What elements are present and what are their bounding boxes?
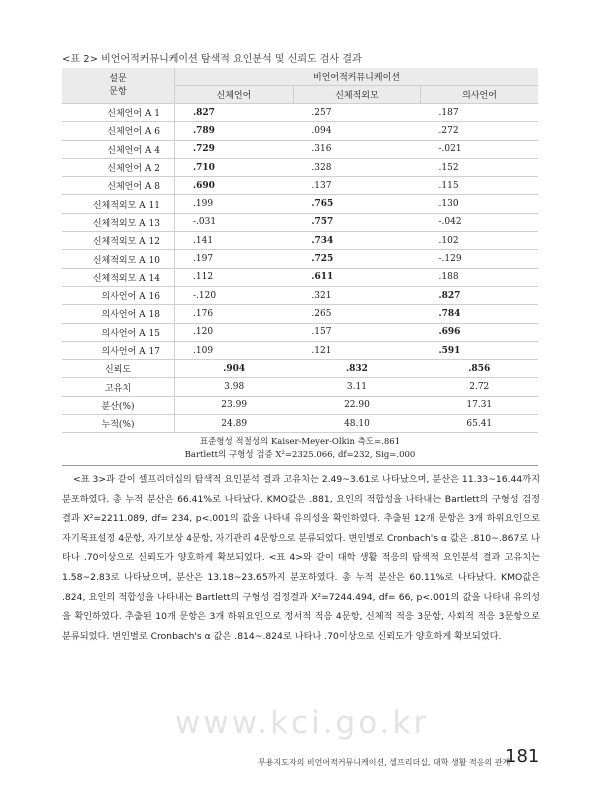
loading-cell: .827: [175, 104, 294, 122]
loading-cell: .710: [175, 158, 294, 176]
summary-cell: .856: [421, 360, 538, 378]
row-item-label: 신체언어 A 6: [62, 122, 175, 140]
row-item-label: 신체적외모 A 13: [62, 213, 175, 231]
loading-cell: .827: [421, 286, 538, 304]
row-item-label: 의사언어 A 17: [62, 341, 175, 359]
loading-cell: -.042: [421, 213, 538, 231]
table-note: [62, 433, 538, 466]
loading-cell: .725: [293, 250, 420, 268]
loading-cell: -.120: [175, 286, 294, 304]
loading-cell: .121: [293, 341, 420, 359]
loading-cell: .187: [421, 104, 538, 122]
loading-cell: .141: [175, 232, 294, 250]
loading-cell: .696: [421, 323, 538, 341]
row-item-label: 신체언어 A 4: [62, 140, 175, 158]
table-row: [62, 250, 538, 268]
running-footer-title: 무용지도자의 비언어적커뮤니케이션, 셀프리더십, 대학 생활 적응의 관계: [258, 758, 511, 767]
loading-cell: .265: [293, 305, 420, 323]
summary-cell: 2.72: [421, 378, 538, 396]
table-note-row: [62, 433, 538, 466]
table-row: [62, 140, 538, 158]
loading-cell: .757: [293, 213, 420, 231]
loading-cell: .765: [293, 195, 420, 213]
loading-cell: .176: [175, 305, 294, 323]
table-row: [62, 341, 538, 359]
summary-row: [62, 378, 538, 396]
group-header: 비언어적커뮤니케이션: [175, 68, 539, 86]
table-row: [62, 158, 538, 176]
table-row: [62, 268, 538, 286]
loading-cell: .094: [293, 122, 420, 140]
row-item-label: 신체적외모 A 12: [62, 232, 175, 250]
page-number: 181: [505, 746, 540, 767]
table-header-row: [62, 68, 538, 86]
table-caption: <표 2> 비언어적커뮤니케이션 탐색적 요인분석 및 신뢰도 검사 결과: [62, 54, 362, 65]
row-item-label: 신체언어 A 1: [62, 104, 175, 122]
summary-cell: 23.99: [175, 396, 294, 414]
summary-label: 분산(%): [62, 396, 175, 414]
loading-cell: -.021: [421, 140, 538, 158]
table-row: [62, 323, 538, 341]
summary-cell: .832: [293, 360, 420, 378]
body-text: [62, 470, 540, 646]
loading-cell: .115: [421, 177, 538, 195]
column-header-body-language: 신체언어: [175, 86, 294, 104]
summary-label: 누적(%): [62, 415, 175, 433]
loading-cell: .784: [421, 305, 538, 323]
table-row: [62, 104, 538, 122]
summary-cell: 3.98: [175, 378, 294, 396]
loading-cell: .257: [293, 104, 420, 122]
loading-cell: .272: [421, 122, 538, 140]
column-header-paralanguage: 의사언어: [421, 86, 538, 104]
summary-row: [62, 360, 538, 378]
row-item-label: 의사언어 A 16: [62, 286, 175, 304]
loading-cell: .157: [293, 323, 420, 341]
table-row: [62, 213, 538, 231]
loading-cell: .197: [175, 250, 294, 268]
loading-cell: .130: [421, 195, 538, 213]
corner-label-2: 문항: [109, 86, 127, 97]
summary-label: 고유치: [62, 378, 175, 396]
loading-cell: .109: [175, 341, 294, 359]
loading-cell: .328: [293, 158, 420, 176]
summary-cell: .904: [175, 360, 294, 378]
summary-cell: 22.90: [293, 396, 420, 414]
summary-label: 신뢰도: [62, 360, 175, 378]
row-item-label: 신체언어 A 8: [62, 177, 175, 195]
loading-cell: .321: [293, 286, 420, 304]
loading-cell: .611: [293, 268, 420, 286]
loading-cell: .690: [175, 177, 294, 195]
summary-row: [62, 415, 538, 433]
loading-cell: .120: [175, 323, 294, 341]
loading-cell: .152: [421, 158, 538, 176]
loading-cell: -.129: [421, 250, 538, 268]
table-row: [62, 286, 538, 304]
loading-cell: .789: [175, 122, 294, 140]
summary-cell: 17.31: [421, 396, 538, 414]
row-item-label: 신체적외모 A 11: [62, 195, 175, 213]
loading-cell: .137: [293, 177, 420, 195]
table-row: [62, 122, 538, 140]
table-row: [62, 195, 538, 213]
table-row: [62, 305, 538, 323]
note-bartlett: Bartlett의 구형성 검증 X²=2325.066, df=232, Sig=.000: [184, 450, 416, 461]
table-row: [62, 232, 538, 250]
loading-cell: .188: [421, 268, 538, 286]
loading-cell: -.031: [175, 213, 294, 231]
loading-cell: .102: [421, 232, 538, 250]
row-item-label: 의사언어 A 18: [62, 305, 175, 323]
table-row: [62, 177, 538, 195]
corner-label-1: 설문: [109, 73, 127, 84]
note-kmo: 표준형성 적절성의 Kaiser-Meyer-Olkin 측도=.861: [199, 437, 401, 448]
loading-cell: .734: [293, 232, 420, 250]
summary-cell: 48.10: [293, 415, 420, 433]
column-header-physical-appearance: 신체적외모: [293, 86, 420, 104]
loading-cell: .316: [293, 140, 420, 158]
row-item-label: 의사언어 A 15: [62, 323, 175, 341]
loading-cell: .591: [421, 341, 538, 359]
corner-header-cell: [62, 68, 175, 104]
summary-row: [62, 396, 538, 414]
loading-cell: .729: [175, 140, 294, 158]
row-item-label: 신체적외모 A 10: [62, 250, 175, 268]
row-item-label: 신체적외모 A 14: [62, 268, 175, 286]
watermark: www.kci.go.kr: [175, 705, 430, 741]
factor-analysis-table: [62, 68, 538, 466]
summary-cell: 65.41: [421, 415, 538, 433]
summary-cell: 3.11: [293, 378, 420, 396]
body-paragraph: <표 3>과 같이 셀프리더십의 탐색적 요인분석 결과 고유치는 2.49~3.61로 나타났으며, 분산은 11.33~16.44까지 분포하였다. 총 누적 분산은 66.41%로 나타났다. KMO값은 .881, 요인의 적합성을 나타내는 Bartlett의 구형성 검정 결과 X²=2211.089, df= 234, p<.001의 값을 나타내 유의성을 확인하였다. 추출된 12개 문항은 3개 하위요인으로 자기목표설정 4문항, 자기보상 4문항, 자기관리 4문항으로 분류되었다. 변인별로 Cronbach's α 값은 .810~.867로 나타나 .70이상으로 신뢰도가 양호하게 확보되었다. <표 4>와 같이 대학 생활 적응의 탐색적 요인분석 결과 고유치는 1.58~2.83로 나타났으며, 분산은 13.18~23.65까지 분포하였다. 총 누적 분산은 60.11%로 나타났다. KMO값은 .824, 요인의 적합성을 나타내는 Bartlett의 구형성 검정결과 X²=7244.494, df= 66, p<.001의 값을 나타내 유의성을 확인하였다. 추출된 10개 문항은 3개 하위요인으로 정서적 적응 4문항, 신체적 적응 3문항, 사회적 적응 3문항으로 분류되었다. 변인별로 Cronbach's α 값은 .814~.824로 나타나 .70이상으로 신뢰도가 양호하게 확보되었다.: [62, 474, 540, 642]
summary-cell: 24.89: [175, 415, 294, 433]
loading-cell: .112: [175, 268, 294, 286]
row-item-label: 신체언어 A 2: [62, 158, 175, 176]
loading-cell: .199: [175, 195, 294, 213]
